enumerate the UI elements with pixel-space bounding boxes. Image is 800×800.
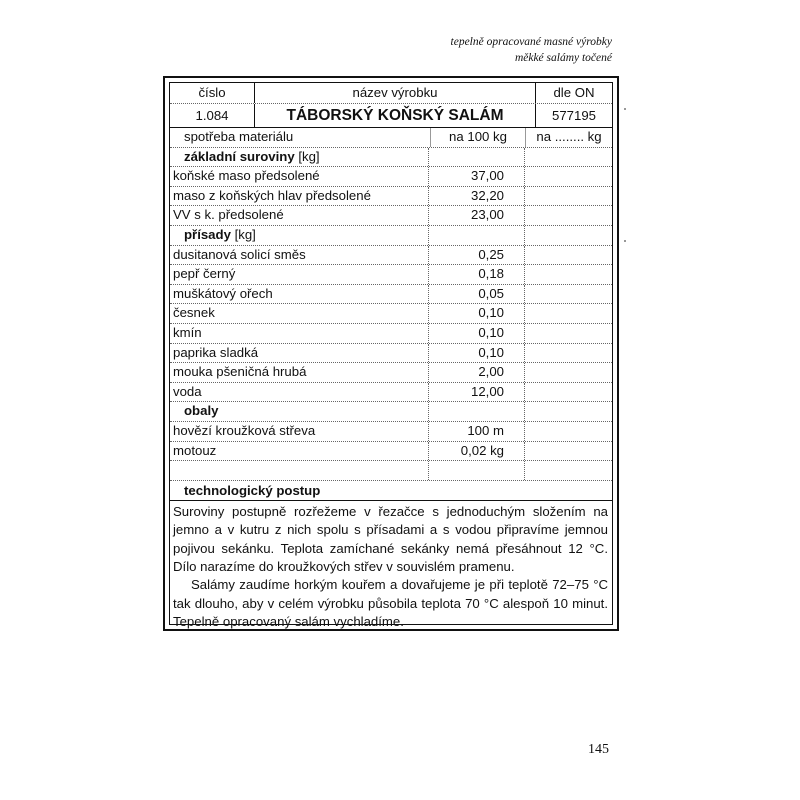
product-number: 1.084 — [170, 104, 255, 127]
table-row — [170, 246, 612, 266]
item-name: dusitanová solicí směs — [170, 246, 429, 265]
section-casings — [170, 402, 612, 422]
item-name: pepř černý — [170, 265, 429, 284]
table-row — [170, 167, 612, 187]
section-raw-title: základní suroviny — [184, 148, 295, 164]
running-head-line1: tepelně opracované masné výrobky — [450, 36, 612, 48]
table-row — [170, 265, 612, 285]
recipe-card — [163, 76, 619, 631]
table-row — [170, 206, 612, 226]
number-label: číslo — [170, 83, 255, 103]
item-value: 0,10 — [429, 324, 525, 343]
product-standard: 577195 — [551, 108, 596, 123]
table-row — [170, 324, 612, 344]
section-raw-unit: [kg] — [298, 148, 320, 164]
item-name: hovězí kroužková střeva — [170, 422, 429, 441]
custom-kg-label: na ........ kg — [536, 129, 602, 144]
item-value: 37,00 — [429, 167, 525, 186]
consumption-row — [170, 128, 612, 148]
running-head — [451, 34, 612, 66]
item-name: kmín — [170, 324, 429, 343]
technology-title: technologický postup — [170, 481, 612, 501]
running-head-line2: měkké salámy točené — [514, 52, 612, 64]
table-row — [170, 383, 612, 403]
page-number: 145 — [588, 742, 609, 757]
item-value: 0,05 — [429, 285, 525, 304]
table-row — [170, 187, 612, 207]
item-value: 23,00 — [429, 206, 525, 225]
table-row — [170, 442, 612, 462]
section-additives-unit: [kg] — [234, 226, 256, 242]
item-name: koňské maso předsolené — [170, 167, 429, 186]
item-value: 32,20 — [429, 187, 525, 206]
section-additives-title: přísady — [184, 226, 231, 242]
technology-text — [170, 501, 612, 632]
technology-paragraph-2: Salámy zaudíme horkým kouřem a dovařujeme je při teplotě 72–75 °C tak dlouho, aby v celém výrobku působila teplota 70 °C alespoň 10 minut. Tepelně opracovaný salám vychladíme. — [173, 577, 608, 630]
name-label: název výrobku — [255, 83, 536, 103]
table-row-empty — [170, 461, 612, 481]
item-name: VV s k. předsolené — [170, 206, 429, 225]
on-label: dle ON — [553, 85, 595, 100]
section-raw — [170, 148, 612, 168]
item-name: voda — [170, 383, 429, 402]
table-row — [170, 422, 612, 442]
table-row — [170, 344, 612, 364]
item-name: maso z koňských hlav předsolené — [170, 187, 429, 206]
item-value: 0,10 — [429, 304, 525, 323]
per-100kg-label: na 100 kg — [430, 128, 526, 147]
product-name: TÁBORSKÝ KOŇSKÝ SALÁM — [255, 104, 536, 127]
table-row — [170, 363, 612, 383]
item-value: 0,02 kg — [429, 442, 525, 461]
item-value: 2,00 — [429, 363, 525, 382]
item-value: 12,00 — [429, 383, 525, 402]
table-row — [170, 285, 612, 305]
margin-mark — [624, 240, 626, 242]
section-additives — [170, 226, 612, 246]
item-name: muškátový ořech — [170, 285, 429, 304]
item-name: motouz — [170, 442, 429, 461]
item-name: paprika sladká — [170, 344, 429, 363]
item-value: 0,18 — [429, 265, 525, 284]
item-name: mouka pšeničná hrubá — [170, 363, 429, 382]
item-value: 100 m — [429, 422, 525, 441]
card-header-row — [170, 83, 612, 104]
item-value: 0,25 — [429, 246, 525, 265]
product-row — [170, 104, 612, 128]
item-name: česnek — [170, 304, 429, 323]
section-casings-title: obaly — [184, 403, 219, 419]
margin-mark — [624, 108, 626, 110]
consumption-label: spotřeba materiálu — [184, 129, 294, 144]
recipe-card-inner — [169, 82, 613, 630]
technology-paragraph-1: Suroviny postupně rozřežeme v řezačce s jednoduchým složením na jemno a v kutru z nich spolu s přísadami a s vodou připravíme jemnou pojivou sekánku. Teplota zamíchané sekánky nemá přesáhnout 12 °C. Dílo narazíme do kroužkových střev v souvislém pramenu. — [173, 503, 608, 574]
table-row — [170, 304, 612, 324]
item-value: 0,10 — [429, 344, 525, 363]
